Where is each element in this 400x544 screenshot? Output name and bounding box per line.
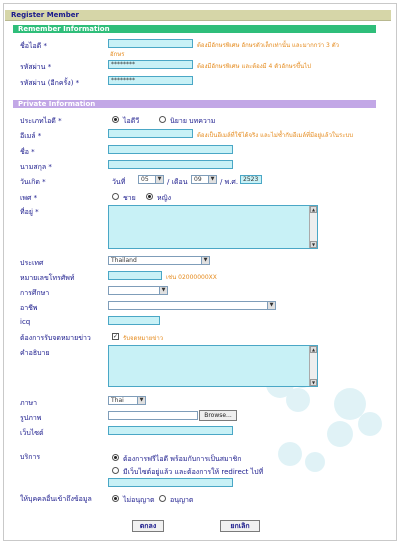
occupation-select[interactable] <box>108 301 276 310</box>
last-name-input[interactable] <box>108 160 233 169</box>
section-private <box>13 100 376 108</box>
submit-button[interactable]: ตกลง <box>132 520 164 532</box>
education-select[interactable] <box>108 286 168 295</box>
title-bar <box>5 10 391 21</box>
password-label: รหัสผ่าน * <box>20 63 52 71</box>
scroll-up-icon[interactable]: ▲ <box>311 207 316 212</box>
occupation-label: อาชีพ <box>20 304 38 312</box>
service-option-redirect: มีเว็บไซต์อยู่แล้ว และต้องการให้ redirect ไปที่ <box>123 468 264 476</box>
birth-month-label: / เดือน <box>167 178 188 186</box>
birthdate-label: วันเกิด * <box>20 178 46 186</box>
gender-radio-female[interactable] <box>146 193 153 200</box>
username-hint: ต้องมีอักษรพิเศษ อักษรตัวเล็กเท่านั้น และมากกว่า 3 ตัว <box>197 42 339 49</box>
chevron-down-icon: ▼ <box>137 397 145 404</box>
privacy-radio-deny[interactable] <box>112 495 119 502</box>
birth-day-select[interactable] <box>138 175 164 184</box>
address-scrollbar[interactable] <box>309 206 317 248</box>
page-title: Register Member <box>11 11 79 19</box>
gender-label: เพศ * <box>20 194 38 202</box>
redirect-url-input[interactable] <box>108 478 233 487</box>
password-confirm-input[interactable]: ******** <box>108 76 193 85</box>
privacy-radio-allow[interactable] <box>159 495 166 502</box>
picture-label: รูปภาพ <box>20 414 42 422</box>
service-label: บริการ <box>20 453 41 461</box>
password-confirm-label: รหัสผ่าน (อีกครั้ง) * <box>20 79 80 87</box>
username-input[interactable] <box>108 39 193 48</box>
last-name-label: นามสกุล * <box>20 163 52 171</box>
email-label: อีเมล์ * <box>20 132 42 140</box>
newsletter-checkbox[interactable]: ✓ <box>113 333 119 340</box>
country-value: Thailand <box>111 257 137 264</box>
id-type-option-2: นิยาย บทความ <box>170 117 216 125</box>
chevron-down-icon: ▼ <box>155 176 163 183</box>
gender-option-female: หญิง <box>157 194 171 202</box>
description-scrollbar[interactable] <box>309 346 317 386</box>
id-type-label: ประเภทไอดี * <box>20 117 62 125</box>
newsletter-label: ต้องการรับจดหมายข่าว <box>20 334 91 342</box>
phone-hint: เช่น 02000000XX <box>166 274 217 281</box>
phone-label: หมายเลขโทรศัพท์ <box>20 274 75 282</box>
scroll-up-icon[interactable]: ▲ <box>311 347 316 352</box>
phone-input[interactable] <box>108 271 162 280</box>
email-input[interactable] <box>108 129 193 138</box>
picture-file-input[interactable] <box>108 411 198 420</box>
scroll-down-icon[interactable]: ▼ <box>311 380 316 385</box>
address-textarea[interactable] <box>108 205 318 249</box>
language-select[interactable] <box>108 396 146 405</box>
id-type-option-1: ไอดีวี <box>123 117 140 125</box>
birth-day-value: 05 <box>141 176 149 183</box>
username-hint-cont: อักษร <box>110 51 125 58</box>
language-value: Thai <box>111 397 124 404</box>
service-radio-free[interactable] <box>112 454 119 461</box>
icq-label: icq <box>20 318 31 326</box>
chevron-down-icon: ▼ <box>201 257 209 264</box>
description-label: คำอธิบาย <box>20 349 50 357</box>
first-name-label: ชื่อ * <box>20 148 35 156</box>
browse-button[interactable]: Browse... <box>199 410 237 421</box>
username-label: ชื่อไอดี * <box>20 42 47 50</box>
password-input[interactable]: ******** <box>108 60 193 69</box>
password-hint: ต้องมีอักษรพิเศษ และต้องมี 4 ตัวอักษรขึ้นไป <box>197 63 311 70</box>
birth-month-select[interactable] <box>191 175 217 184</box>
website-label: เว็บไซต์ <box>20 429 44 437</box>
language-label: ภาษา <box>20 399 38 407</box>
birth-month-value: 09 <box>194 176 202 183</box>
privacy-option-deny: ไม่อนุญาต <box>123 496 155 504</box>
chevron-down-icon: ▼ <box>208 176 216 183</box>
id-type-radio-2[interactable] <box>159 116 166 123</box>
gender-radio-male[interactable] <box>112 193 119 200</box>
icq-input[interactable] <box>108 316 160 325</box>
birth-year-input[interactable]: 2523 <box>240 175 262 184</box>
description-textarea[interactable] <box>108 345 318 387</box>
chevron-down-icon: ▼ <box>267 302 275 309</box>
section-remember-title: Remember Information <box>18 25 110 33</box>
id-type-radio-1[interactable] <box>112 116 119 123</box>
chevron-down-icon: ▼ <box>159 287 167 294</box>
cancel-button[interactable]: ยกเลิก <box>220 520 260 532</box>
section-remember <box>13 25 376 33</box>
education-label: การศึกษา <box>20 289 50 297</box>
country-select[interactable] <box>108 256 210 265</box>
privacy-label: ให้บุคคลอื่นเข้าถึงข้อมูล <box>20 495 92 503</box>
website-input[interactable] <box>108 426 233 435</box>
gender-option-male: ชาย <box>123 194 136 202</box>
address-label: ที่อยู่ * <box>20 208 39 216</box>
first-name-input[interactable] <box>108 145 233 154</box>
newsletter-check-label: รับจดหมายข่าว <box>123 335 164 342</box>
email-hint: ต้องเป็นอีเมล์ที่ใช้ได้จริง และไม่ซ้ำกับอีเมล์ที่มีอยู่แล้วในระบบ <box>197 132 354 139</box>
birth-year-label: / พ.ศ. <box>220 178 239 186</box>
service-radio-redirect[interactable] <box>112 467 119 474</box>
section-private-title: Private Information <box>18 100 96 108</box>
scroll-down-icon[interactable]: ▼ <box>311 242 316 247</box>
service-option-free: ต้องการฟรีไอดี พร้อมกับการเป็นสมาชิก <box>123 455 242 463</box>
birth-day-label: วันที่ <box>112 178 126 186</box>
country-label: ประเทศ <box>20 259 44 267</box>
privacy-option-allow: อนุญาต <box>170 496 194 504</box>
